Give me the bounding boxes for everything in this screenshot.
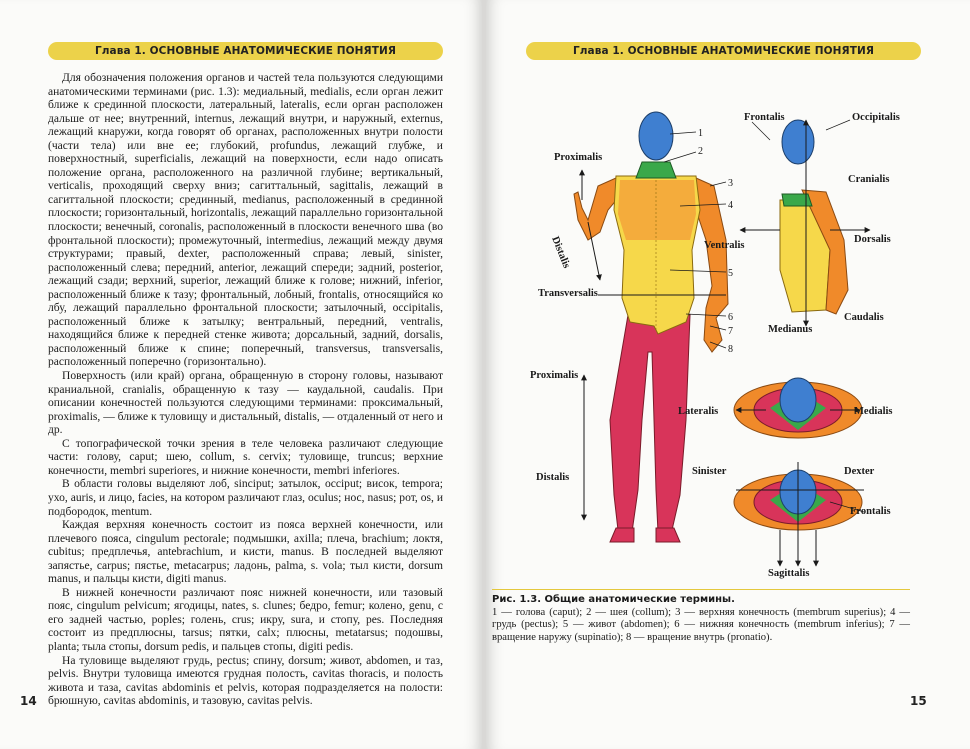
figure-number: 1 xyxy=(698,128,703,139)
figure-number: 6 xyxy=(728,312,733,323)
figure-caption xyxy=(492,594,910,644)
label-sinister: Sinister xyxy=(692,466,727,477)
paragraph: В нижней конечности различают пояс нижней конечности, или тазовый пояс, cingulum pelvicum; ягодицы, nates, s. clunes; бедро, femur; колено, genu, с его задней частью, poples; голень, crus; икру, sura, и стопу, pes. Последняя состоит из предплюсны, tarsus; пятки, calx; плюсны, metatarsus; подошвы, planta; тыла стопы, dorsum pedis, и пальцев стопы, digiti pedis. xyxy=(48,586,443,653)
figure-number: 7 xyxy=(728,326,733,337)
label-sagittalis: Sagittalis xyxy=(768,568,810,579)
figure-number: 3 xyxy=(728,178,733,189)
label-proximalis-leg: Proximalis xyxy=(530,370,579,381)
label-frontalis: Frontalis xyxy=(744,112,785,123)
head-top-view-2 xyxy=(734,462,864,566)
body-text xyxy=(48,72,443,709)
label-proximalis-top: Proximalis xyxy=(554,152,603,163)
label-distalis-leg: Distalis xyxy=(536,472,570,483)
label-frontalis-bottom: Frontalis xyxy=(850,506,891,517)
label-dorsalis: Dorsalis xyxy=(854,234,891,245)
paragraph: Для обозначения положения органов и частей тела пользуются следующими анатомическими терминами (рис. 1.3): медиальный, medialis, если орган лежит ближе к срединной плоскости, латеральный, lateralis, если орган расположен дальше от нее; внутренний, internus, лежащий внутри, и наружный, externus, лежащий кнаружи, когда говорят об органах, расположенных внутри полости (части тела) или вне ее; глубокий, profundus, лежащий глубже, и поверхностный, superficialis, лежащий на поверхности, если надо описать положение органа, расположенного на различной глубине; вертикальный, verticalis, проходящий сверху вниз; сагиттальный, sagittalis, лежащий в сагиттальной плоскости; срединный, medianus, расположенный в срединной плоскости; горизонтальный, horizontalis, лежащий параллельно горизонтальной плоскости; венечный, coronalis, расположенный в плоскости венечного шва (во фронтальной плоскости); промежуточный, intermedius, лежащий между двумя структурами; правый, dexter, расположенный справа; левый, sinister, расположенный слева; передний, anterior, лежащий спереди; задний, posterior, лежащий сзади; верхний, superior, лежащий ближе к голове; нижний, inferior, расположенный ближе к тазу; фронтальный, лобный, frontalis, относящийся ко лбу, лежащий параллельно фронтальной плоскости; затылочный, occipitalis, расположенный ближе к затылку; вентральный, передний, ventralis, находящийся ближе к передней стенке живота; дорсальный, задний, dorsalis, расположенный ближе к спине; поперечный, transversus, transversalis, расположенный поперечно (горизонтально). xyxy=(48,72,443,369)
label-medianus: Medianus xyxy=(768,324,813,335)
caption-title: Рис. 1.3. Общие анатомические термины. xyxy=(492,594,735,605)
anatomy-illustration xyxy=(530,90,960,590)
page-number: 15 xyxy=(910,694,927,708)
head-top-view xyxy=(734,378,862,438)
label-ventralis: Ventralis xyxy=(704,240,745,251)
label-medialis: Medialis xyxy=(854,406,893,417)
figure-number: 8 xyxy=(728,344,733,355)
page-number: 14 xyxy=(20,694,37,708)
left-page xyxy=(0,0,482,749)
right-page xyxy=(486,0,970,749)
paragraph: Каждая верхняя конечность состоит из пояса верхней конечности, или плечевого пояса, cingulum pectorale; подмышки, axilla; плеча, brachium; локтя, cubitus; предплечья, antebrachium, и кисти, manus. В последней выделяют запястье, carpus; пястье, metacarpus; ладонь, palma, s. vola; тыл кисти, dorsum manus, и пальцы кисти, digiti manus. xyxy=(48,519,443,586)
paragraph: В области головы выделяют лоб, sinciput; затылок, occiput; висок, tempora; ухо, auris, и лицо, facies, на котором различают глаз, oculus; нос, nasus; рот, os, и подбородок, mentum. xyxy=(48,478,443,518)
paragraph: С топографической точки зрения в теле человека различают следующие части: голову, caput; шею, collum, s. cervix; туловище, truncus; верхние конечности, membri superiores, и нижние конечности, membri inferiores. xyxy=(48,437,443,477)
chapter-header: Глава 1. ОСНОВНЫЕ АНАТОМИЧЕСКИЕ ПОНЯТИЯ xyxy=(48,42,443,60)
label-transversalis: Transversalis xyxy=(538,288,598,299)
caption-divider xyxy=(492,589,910,590)
label-occipitalis: Occipitalis xyxy=(852,112,900,123)
paragraph: Поверхность (или край) органа, обращенную в сторону головы, называют краниальной, cranialis, обращенную к тазу — каудальной, caudalis. При описании конечностей пользуются следующими терминами: проксимальный, proximalis, — ближе к туловищу и дистальный, distalis, — отдаленный от него и др. xyxy=(48,370,443,437)
label-cranialis: Cranialis xyxy=(848,174,890,185)
chapter-header: Глава 1. ОСНОВНЫЕ АНАТОМИЧЕСКИЕ ПОНЯТИЯ xyxy=(526,42,921,60)
figure-number: 4 xyxy=(728,200,733,211)
label-distalis-arm: Distalis xyxy=(549,235,572,270)
front-body-figure xyxy=(574,112,728,542)
side-body-figure xyxy=(740,120,870,326)
paragraph: На туловище выделяют грудь, pectus; спину, dorsum; живот, abdomen, и таз, pelvis. Внутри туловища имеются грудная полость, cavitas thoracis, и полость живота и таза, cavitas abdominis et pelvis, которая подразделяется на полости: брюшную, cavitas abdominis, и тазовую, cavitas pelvis. xyxy=(48,654,443,708)
label-lateralis: Lateralis xyxy=(678,406,719,417)
label-caudalis: Caudalis xyxy=(844,312,884,323)
anatomy-figure xyxy=(530,90,960,590)
caption-text: 1 — голова (caput); 2 — шея (collum); 3 — верхняя конечность (membrum superius); 4 — грудь (pectus); 5 — живот (abdomen); 6 — нижняя конечность (membrum inferius); 7 — вращение наружу (supinatio); 8 — вращение внутрь (pronatio). xyxy=(492,606,910,643)
label-dexter: Dexter xyxy=(844,466,875,477)
figure-number: 5 xyxy=(728,268,733,279)
figure-number: 2 xyxy=(698,146,703,157)
